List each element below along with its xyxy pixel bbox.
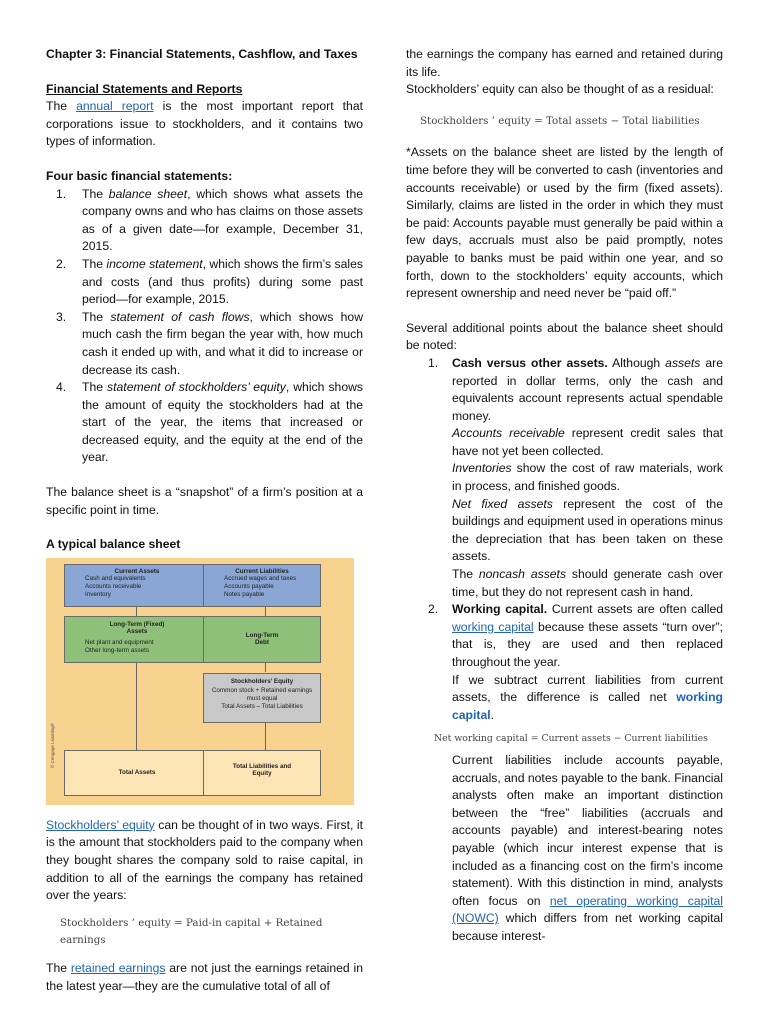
connector-line bbox=[265, 722, 266, 750]
list-text bbox=[82, 379, 363, 467]
cl-pre: Current liabilities include accounts payable, accruals, and notes payable to the bank. Financial analysts often make an important distinction between the “free” liabilities (accruals and accounts payable) and interest-bearing notes payable (which incur interest expense that is included as a financing cost on the firm’s income statement). With this distinction in mind, analysts often focus on bbox=[452, 752, 724, 908]
intro-post: is the most important report that corporations issue to stockholders, and it contains two types of information. bbox=[46, 99, 363, 149]
list-number: 2. bbox=[56, 256, 67, 271]
nwc-pre: If we subtract current liabilities from current assets, the difference is called net bbox=[452, 672, 723, 705]
list-text bbox=[82, 309, 363, 379]
net-fixed-assets-text bbox=[406, 496, 723, 566]
list-text bbox=[452, 601, 723, 671]
long-term-assets-box bbox=[64, 616, 210, 663]
list-text bbox=[82, 186, 363, 256]
box-line: Inventory bbox=[85, 590, 111, 598]
intro-paragraph bbox=[46, 98, 363, 151]
chapter-title: Chapter 3: Financial Statements, Cashflow, and Taxes bbox=[46, 47, 358, 61]
retained-post: are not just the earnings retained in the latest year—they are the cumulative total of all of bbox=[46, 961, 363, 993]
list-item bbox=[406, 355, 723, 425]
four-statements-heading: Four basic financial statements: bbox=[46, 168, 233, 183]
current-assets-title: Current Assets bbox=[114, 567, 160, 575]
connector-line bbox=[265, 606, 266, 616]
residual-text: Stockholders’ equity can also be thought of as a residual: bbox=[406, 82, 714, 97]
balance-sheet-diagram bbox=[46, 558, 354, 805]
total-assets-title: Total Assets bbox=[118, 768, 156, 776]
net-working-capital-text bbox=[406, 672, 723, 725]
term: Inventories bbox=[452, 461, 512, 476]
point-lead: Working capital. bbox=[452, 602, 548, 617]
box-line: Common stock + Retained earnings bbox=[211, 687, 313, 695]
long-term-debt-box bbox=[203, 616, 321, 663]
list-text bbox=[82, 256, 363, 309]
total-assets-box bbox=[64, 750, 210, 796]
box-line: Total Assets – Total Liabilities bbox=[221, 702, 303, 710]
point-lead: Cash versus other assets. bbox=[452, 355, 608, 370]
statement-item bbox=[46, 186, 363, 256]
typical-balance-sheet-heading: A typical balance sheet bbox=[46, 537, 181, 552]
term-pre: The bbox=[452, 567, 479, 582]
point-pre: Although bbox=[607, 355, 666, 370]
copyright-credit: © Cengage Learning® bbox=[50, 722, 55, 768]
section-heading: Financial Statements and Reports bbox=[46, 81, 243, 96]
stockholders-equity-link[interactable]: Stockholders’ equity bbox=[46, 817, 155, 832]
retained-earnings-paragraph bbox=[46, 960, 363, 995]
box-line: Accounts payable bbox=[224, 583, 274, 591]
total-liabilities-equity-title: Total Liabilities and Equity bbox=[232, 762, 292, 778]
list-number: 4. bbox=[56, 380, 67, 395]
term-desc: should generate cash over time, but they do not represent cash in hand. bbox=[452, 567, 723, 599]
statement-item bbox=[46, 309, 363, 379]
list-number: 1. bbox=[56, 186, 67, 201]
right-column bbox=[406, 46, 723, 946]
box-line: Cash and equivalents bbox=[85, 575, 146, 583]
connector-line bbox=[136, 606, 137, 616]
current-assets-box bbox=[64, 564, 210, 607]
total-liabilities-equity-box bbox=[203, 750, 321, 796]
equity-formula: Stockholders ’ equity = Paid-in capital + Retained earnings bbox=[60, 916, 323, 947]
working-capital-term[interactable]: working capital bbox=[452, 690, 723, 722]
noncash-assets-text bbox=[406, 566, 723, 601]
inventories-text bbox=[406, 460, 723, 495]
list-item bbox=[406, 601, 723, 671]
term-desc: represent the cost of the buildings and equipment used in operations minus the depreciation that has been taken on these assets. bbox=[452, 496, 724, 564]
box-line: Other long-term assets bbox=[85, 646, 150, 654]
list-text bbox=[452, 355, 723, 425]
point-post: because these assets “turn over”; that is, they are used and then replaced throughout the year. bbox=[452, 619, 723, 669]
continued-text: the earnings the company has earned and retained during its life. bbox=[406, 47, 723, 79]
item-post: , which shows what assets the company owns and who has claims on those assets as of a given date—for example, December 31, 2015. bbox=[82, 186, 363, 254]
list-number: 3. bbox=[56, 309, 67, 324]
long-term-debt-title: Long-Term Debt bbox=[245, 631, 279, 647]
term: Net fixed assets bbox=[452, 496, 553, 511]
item-term: statement of cash flows bbox=[110, 309, 250, 324]
nowc-link[interactable]: net operating working capital (NOWC) bbox=[452, 893, 723, 926]
box-line: Accrued wages and taxes bbox=[224, 575, 297, 583]
item-post: , which shows the firm’s sales and costs (and thus profits) during some past period—for example, 2015. bbox=[82, 256, 363, 307]
long-term-assets-title: Long-Term (Fixed) Assets bbox=[109, 620, 165, 636]
item-term: statement of stockholders’ equity bbox=[107, 380, 286, 395]
statement-item bbox=[46, 379, 363, 467]
cl-post: which differs from net working capital because interest- bbox=[452, 911, 723, 943]
current-liabilities-text bbox=[406, 752, 723, 946]
term-desc: represent credit sales that have not yet been collected. bbox=[452, 426, 723, 458]
assets-note: *Assets on the balance sheet are listed by the length of time before they will be converted to cash (inventories and accounts receivable) or used by the firm (fixed assets). Similarly, claims are listed in the order in which they must be paid: Accounts payable must generally be paid within a few days, accruals must also be paid promptly, notes payable to banks must be paid within one year, and so forth, down to the stockholders’ equity accounts, which represent ownership and need never be “paid off.” bbox=[406, 145, 723, 301]
working-capital-link[interactable]: working capital bbox=[452, 619, 534, 634]
retained-pre: The bbox=[46, 961, 71, 975]
item-pre: The bbox=[82, 256, 107, 271]
annual-report-link[interactable]: annual report bbox=[76, 99, 154, 114]
term-desc: show the cost of raw materials, work in process, and finished goods. bbox=[452, 461, 723, 494]
stockholders-equity-title: Stockholders’ Equity bbox=[230, 677, 294, 685]
point-pre: Current assets are often called bbox=[547, 602, 724, 617]
accounts-receivable-text bbox=[406, 425, 723, 460]
current-liabilities-title: Current Liabilities bbox=[235, 567, 289, 575]
snapshot-paragraph: The balance sheet is a “snapshot” of a firm’s position at a specific point in time. bbox=[46, 485, 363, 517]
item-post: , which shows how much cash the firm began the year with, how much cash it ended up with, and what it did to increase or decrease its cash. bbox=[82, 309, 363, 377]
additional-points-intro: Several additional points about the balance sheet should be noted: bbox=[406, 320, 723, 353]
intro-pre: The bbox=[46, 99, 77, 114]
term: noncash assets bbox=[478, 567, 567, 582]
nwc-post: . bbox=[490, 707, 495, 722]
box-line: Net plant and equipment bbox=[85, 639, 154, 647]
connector-line bbox=[136, 662, 137, 750]
residual-formula: Stockholders ’ equity = Total assets − Total liabilities bbox=[420, 114, 700, 127]
connector-line bbox=[265, 662, 266, 672]
point-term: assets bbox=[665, 355, 701, 370]
box-line: Accounts receivable bbox=[85, 583, 142, 591]
point-post: are reported in dollar terms, only the cash and equivalents account represents actual spendable money. bbox=[452, 355, 723, 423]
item-pre: The bbox=[82, 309, 111, 324]
item-post: , which shows the amount of equity the stockholders had at the start of the year, the items that increased or decreased equity, and the equity at the end of the year. bbox=[82, 380, 363, 465]
item-pre: The bbox=[82, 380, 108, 395]
item-term: balance sheet bbox=[108, 186, 188, 201]
list-number: 1. bbox=[428, 355, 439, 370]
left-column bbox=[46, 46, 363, 995]
list-number: 2. bbox=[428, 602, 439, 617]
box-line: Notes payable bbox=[224, 590, 265, 598]
box-line: must equal bbox=[246, 695, 278, 703]
statement-item bbox=[46, 256, 363, 309]
stockholders-equity-box bbox=[203, 673, 321, 723]
current-liabilities-box bbox=[203, 564, 321, 607]
retained-earnings-link[interactable]: retained earnings bbox=[70, 961, 166, 975]
equity-paragraph bbox=[46, 817, 363, 905]
item-term: income statement bbox=[106, 256, 203, 271]
net-working-capital-formula: Net working capital = Current assets − Current liabilities bbox=[434, 733, 708, 745]
points-list bbox=[406, 355, 723, 946]
item-pre: The bbox=[82, 186, 109, 201]
equity-post: can be thought of in two ways. First, it is the amount that stockholders paid to the company when they bought shares the company sold to raise capital, in addition to all of the earnings the company has retained over the years: bbox=[46, 817, 363, 903]
term: Accounts receivable bbox=[452, 426, 565, 441]
